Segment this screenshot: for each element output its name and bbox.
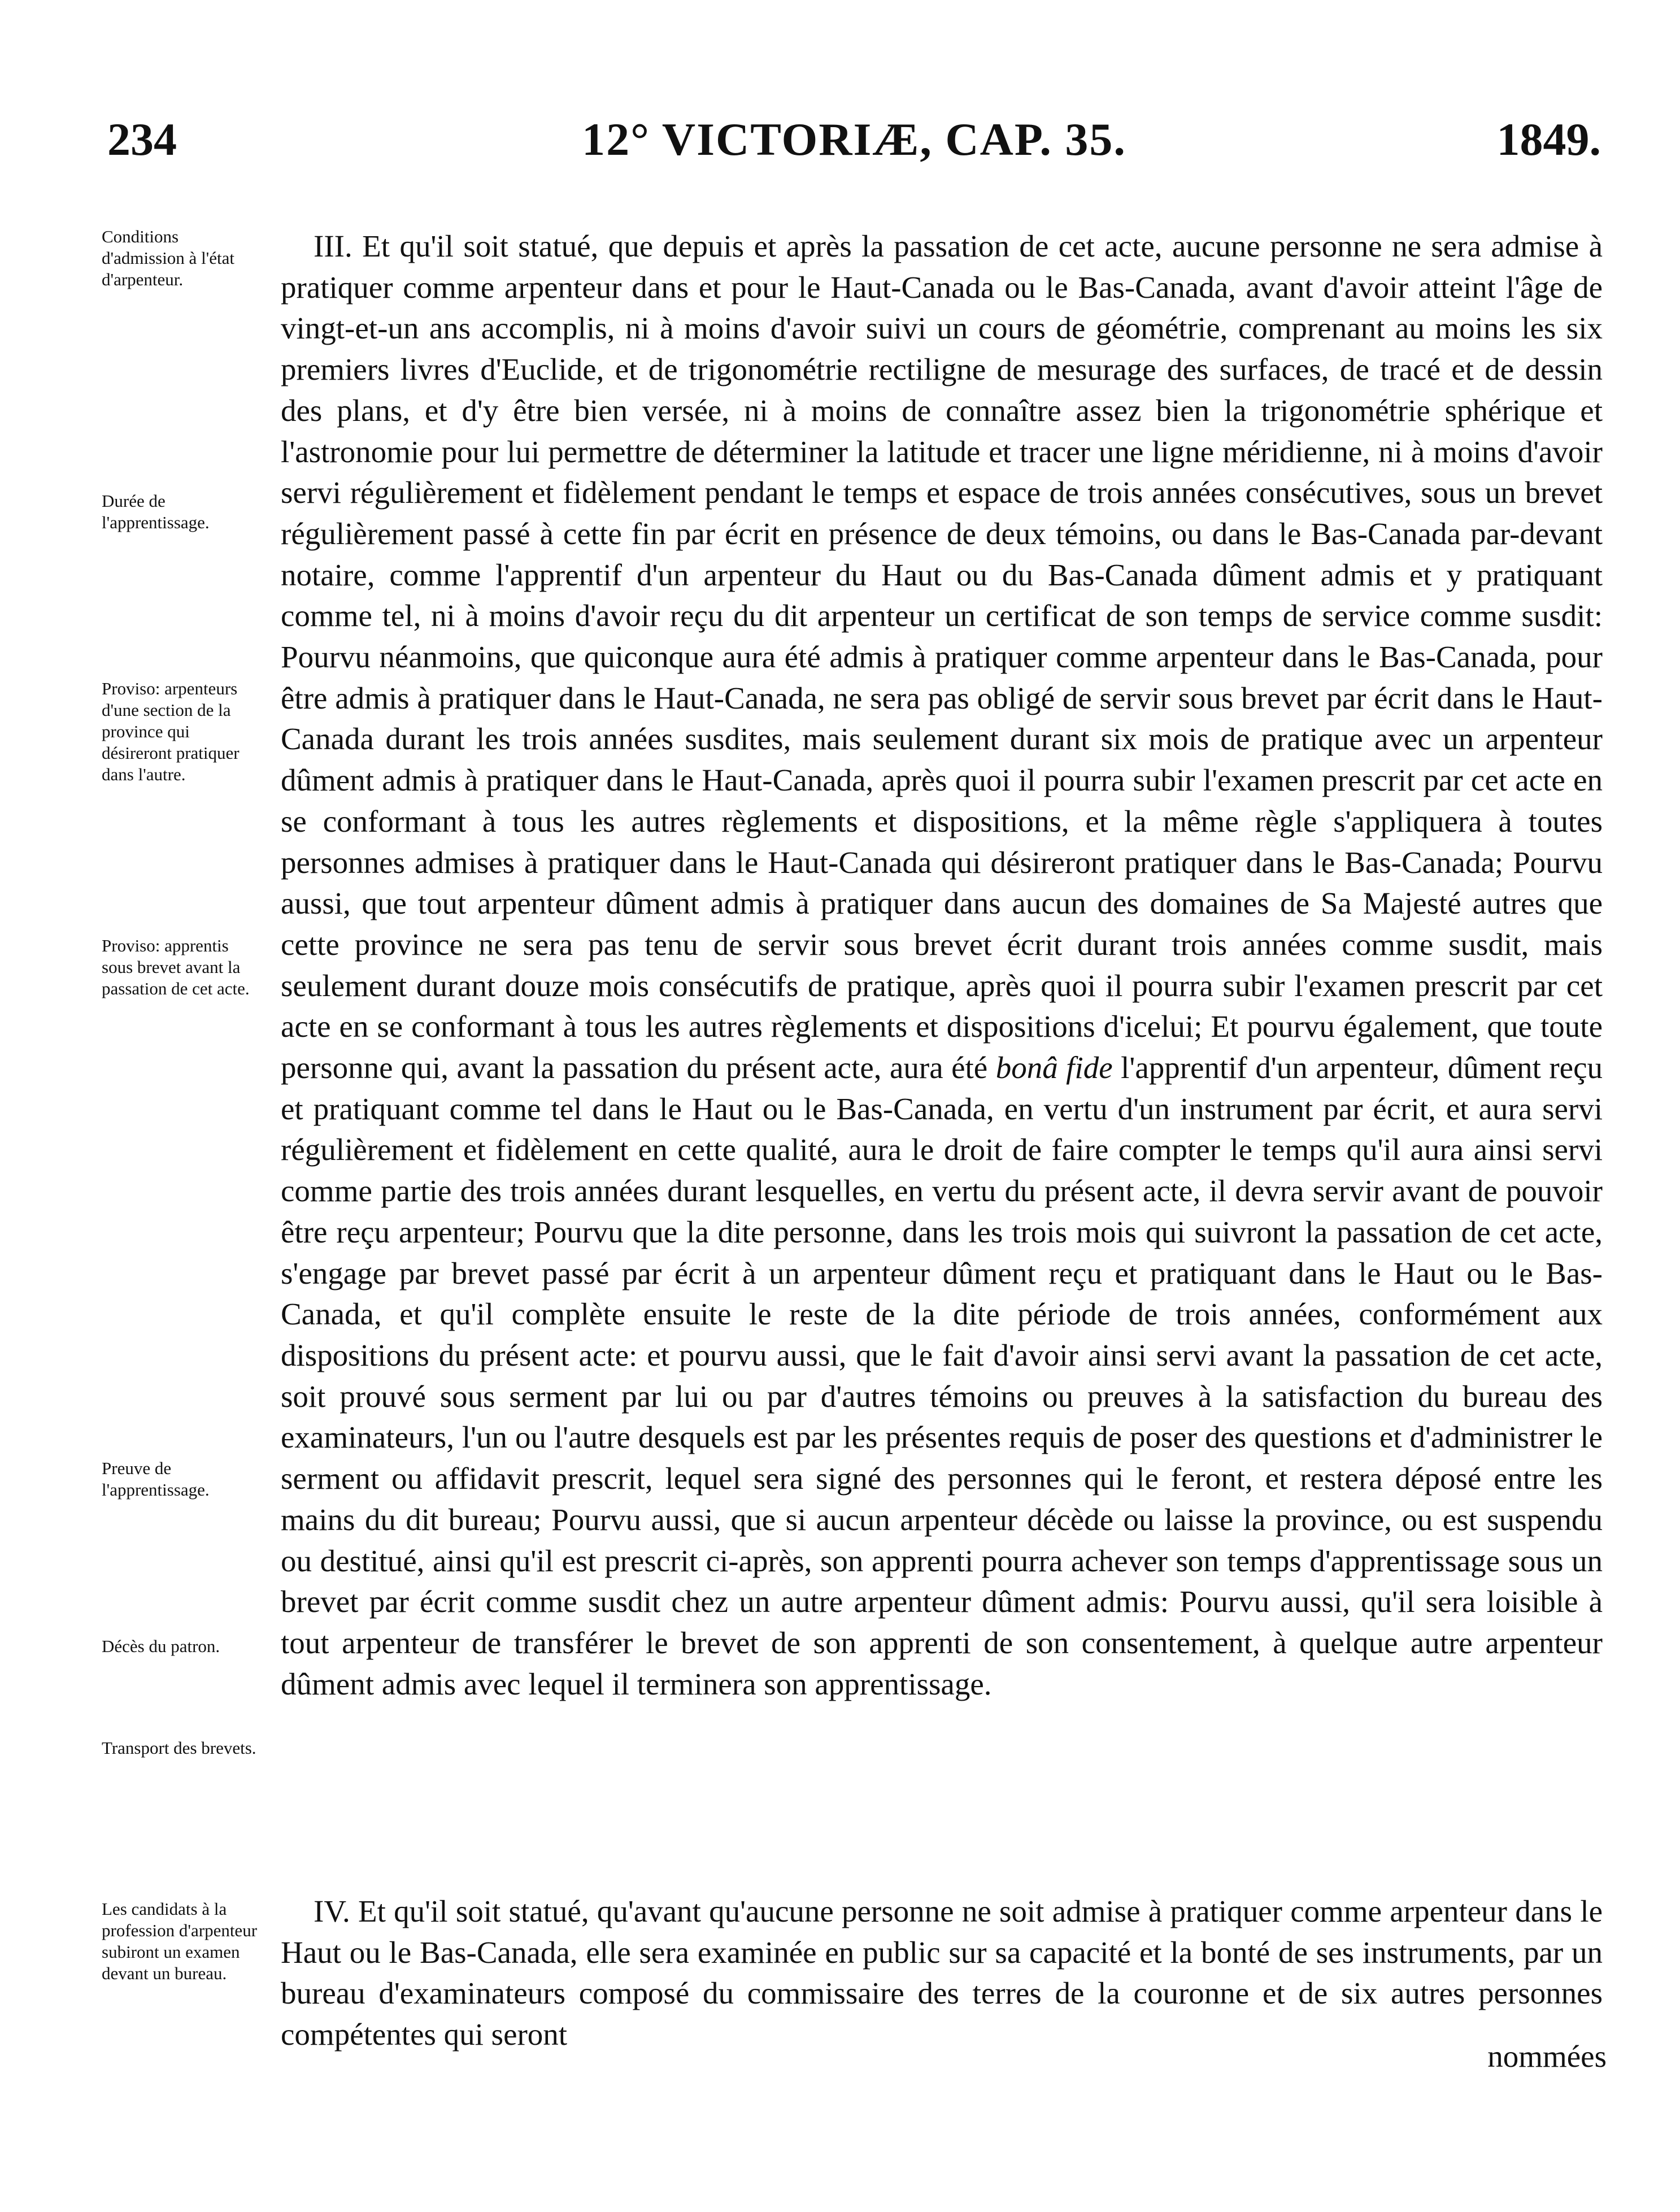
- section-4-number: IV.: [314, 1894, 350, 1928]
- margin-note-conditions: Conditions d'admission à l'état d'arpenteur.: [102, 227, 235, 289]
- section-4-paragraph: [281, 1891, 1603, 2055]
- section-4-text: Et qu'il soit statué, qu'avant qu'aucune personne ne soit admise à pratiquer comme arpenteur dans le Haut ou le Bas-Canada, elle sera examinée en public sur sa capacité et la bonté de ses instruments, par un bureau d'examinateurs composé du commissaire des terres de la couronne et de six autres personnes compétentes qui seront: [281, 1894, 1603, 2052]
- page-number: 234: [107, 114, 177, 165]
- margin-note-transport: Transport des brevets.: [102, 1738, 256, 1758]
- catchword: nommées: [1487, 2039, 1607, 2074]
- section-3-italic: bonâ fide: [995, 1050, 1113, 1085]
- section-3-text-a: Et qu'il soit statué, que depuis et après la passation de cet acte, aucune personne ne sera admise à pratiquer comme arpenteur dans et pour le Haut-Canada ou le Bas-Canada, avant d'avoir atteint l'âge de vingt-et-un ans accomplis, ni à moins d'avoir suivi un cours de géométrie, comprenant au moins les six premiers livres d'Euclide, et de trigonométrie rectiligne de mesurage des surfaces, de tracé et de dessin des plans, et d'y être bien versée, ni à moins de connaître assez bien la trigonométrie sphérique et l'astronomie pour lui permettre de déterminer la latitude et tracer une ligne méridienne, ni à moins d'avoir servi régulièrement et fidèlement pendant le temps et espace de trois années consécutives, sous un brevet régulièrement passé à cette fin par écrit en présence de deux témoins, ou dans le Bas-Canada par-devant notaire, comme l'apprentif d'un arpenteur du Haut ou du Bas-Canada dûment admis et y pratiquant comme tel, ni à moins d'avoir reçu du dit arpenteur un certificat de son temps de service comme susdit: Pourvu néanmoins, que quiconque aura été admis à pratiquer comme arpenteur dans le Bas-Canada, pour être admis à pratiquer dans le Haut-Canada, ne sera pas obligé de servir sous brevet par écrit dans le Haut-Canada durant les trois années susdites, mais seulement durant six mois de pratique avec un arpenteur dûment admis à pratiquer dans le Haut-Canada, après quoi il pourra subir l'examen prescrit par cet acte en se conformant à tous les autres règlements et dispositions, et la même règle s'appliquera à toutes personnes admises à pratiquer dans le Haut-Canada qui désireront pratiquer dans le Bas-Canada; Pourvu aussi, que tout arpenteur dûment admis à pratiquer dans aucun des domaines de Sa Majesté autres que cette province ne sera pas tenu de servir sous brevet écrit durant trois années comme susdit, mais seulement durant douze mois consécutifs de pratique, après quoi il pourra subir l'examen prescrit par cet acte en se conformant à tous les autres règlements et dispositions d'icelui; Et pourvu également, que toute personne qui, avant la passation du présent acte, aura été: [281, 229, 1603, 1085]
- section-3-paragraph: [281, 226, 1603, 1705]
- margin-note-duree: Durée de l'apprentissage.: [102, 491, 210, 532]
- section-3: [281, 226, 1603, 1705]
- section-4: [281, 1891, 1603, 2055]
- margin-note-proviso-sections: Proviso: arpenteurs d'une section de la province qui désireront pratiquer dans l'autre.: [102, 679, 240, 784]
- section-3-number: III.: [314, 229, 352, 263]
- margin-note-proviso-apprentis: Proviso: apprentis sous brevet avant la passation de cet acte.: [102, 936, 250, 998]
- running-title: 12° VICTORIÆ, CAP. 35.: [582, 114, 1126, 165]
- margin-note-candidats: Les candidats à la profession d'arpenteur subiront un examen devant un bureau.: [102, 1899, 258, 1983]
- header-year: 1849.: [1496, 114, 1601, 165]
- margin-note-deces: Décès du patron.: [102, 1636, 220, 1656]
- page-header: [107, 113, 1601, 181]
- margin-note-preuve: Preuve de l'apprentissage.: [102, 1458, 210, 1500]
- section-3-text-b: l'apprentif d'un arpenteur, dûment reçu et pratiquant comme tel dans le Haut ou le Bas-Canada, en vertu d'un instrument par écrit, et aura servi régulièrement et fidèlement en cette qualité, aura le droit de faire compter le temps qu'il aura ainsi servi comme partie des trois années durant lesquelles, en vertu du présent acte, il devra servir avant de pouvoir être reçu arpenteur; Pourvu que la dite personne, dans les trois mois qui suivront la passation de cet acte, s'engage par brevet passé par écrit à un arpenteur dûment reçu et pratiquant dans le Haut ou le Bas-Canada, et qu'il complète ensuite le reste de la dite période de trois années, conformément aux dispositions du présent acte: et pourvu aussi, que le fait d'avoir ainsi servi avant la passation de cet acte, soit prouvé sous serment par lui ou par d'autres témoins ou preuves à la satisfaction du bureau des examinateurs, l'un ou l'autre desquels est par les présentes requis de poser des questions et d'administrer le serment ou affidavit prescrit, lequel sera signé des personnes qui le feront, et restera déposé entre les mains du dit bureau; Pourvu aussi, que si aucun arpenteur décède ou laisse la province, ou est suspendu ou destitué, ainsi qu'il est prescrit ci-après, son apprenti pourra achever son temps d'apprentissage sous un brevet par écrit comme susdit chez un autre arpenteur dûment admis: Pourvu aussi, qu'il sera loisible à tout arpenteur de transférer le brevet de son apprenti de son consentement, à quelque autre arpenteur dûment admis avec lequel il terminera son apprentissage.: [281, 1050, 1603, 1701]
